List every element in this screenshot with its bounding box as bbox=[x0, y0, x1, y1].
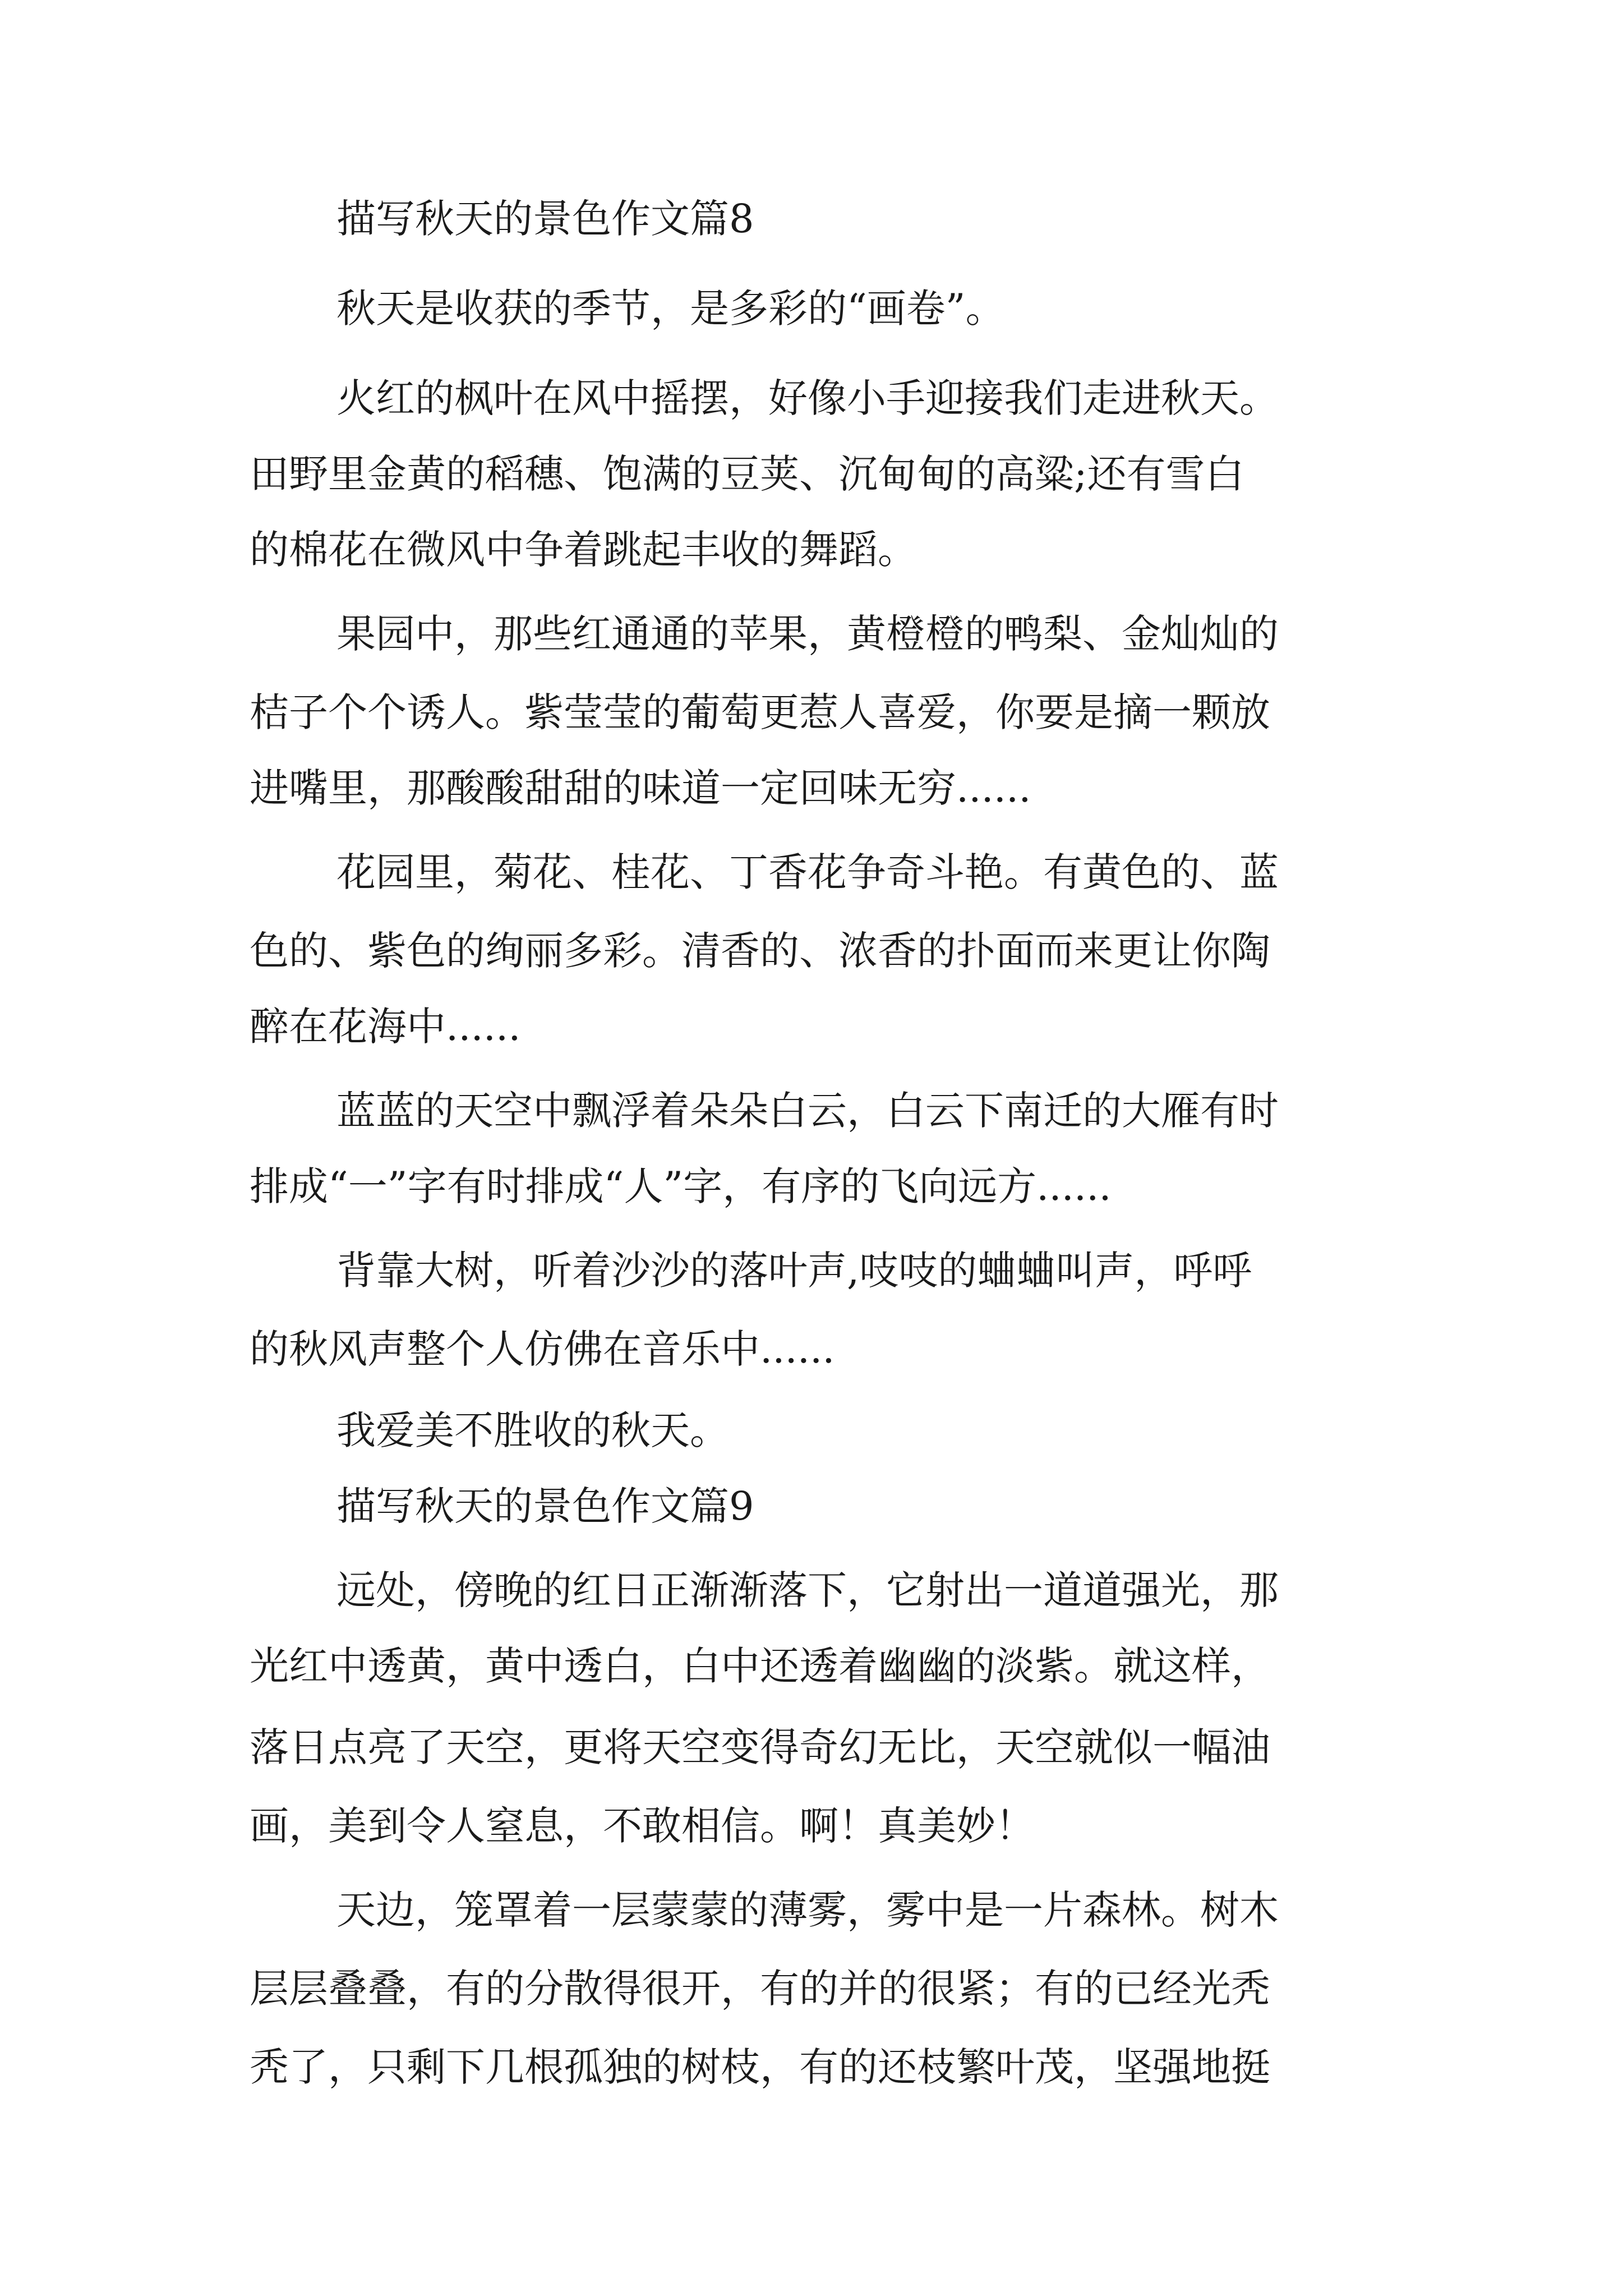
paragraph-line: 秃了，只剩下几根孤独的树枝，有的还枝繁叶茂，坚强地挺 bbox=[250, 2044, 1270, 2090]
paragraph-line: 落日点亮了天空，更将天空变得奇幻无比，天空就似一幅油 bbox=[250, 1724, 1270, 1770]
paragraph-line: 醉在花海中...... bbox=[250, 1004, 521, 1050]
paragraph-line: 排成“一”字有时排成“人”字，有序的飞向远方...... bbox=[250, 1163, 1112, 1209]
paragraph-line: 花园里，菊花、桂花、丁香花争奇斗艳。有黄色的、蓝 bbox=[336, 849, 1279, 895]
paragraph-line: 色的、紫色的绚丽多彩。清香的、浓香的扑面而来更让你陶 bbox=[250, 928, 1270, 974]
paragraph-line: 我爱美不胜收的秋天。 bbox=[336, 1407, 729, 1453]
paragraph-line: 秋天是收获的季节，是多彩的“画卷”。 bbox=[336, 286, 1005, 332]
paragraph-line: 光红中透黄，黄中透白，白中还透着幽幽的淡紫。就这样， bbox=[250, 1643, 1270, 1689]
paragraph-line: 果园中，那些红通通的苹果，黄橙橙的鸭梨、金灿灿的 bbox=[336, 611, 1279, 657]
paragraph-line: 蓝蓝的天空中飘浮着朵朵白云，白云下南迁的大雁有时 bbox=[336, 1088, 1279, 1134]
paragraph-line: 的秋风声整个人仿佛在音乐中...... bbox=[250, 1326, 835, 1372]
paragraph-line: 火红的枫叶在风中摇摆，好像小手迎接我们走进秋天。 bbox=[336, 375, 1279, 421]
paragraph-line: 画，美到令人窒息，不敢相信。啊！真美妙！ bbox=[250, 1803, 1035, 1849]
paragraph-line: 田野里金黄的稻穗、饱满的豆荚、沉甸甸的高粱;还有雪白 bbox=[250, 451, 1244, 497]
paragraph-line: 远处，傍晚的红日正渐渐落下，它射出一道道强光，那 bbox=[336, 1567, 1279, 1613]
paragraph-line: 桔子个个诱人。紫莹莹的葡萄更惹人喜爱，你要是摘一颗放 bbox=[250, 689, 1270, 735]
paragraph-line: 背靠大树，听着沙沙的落叶声,吱吱的蛐蛐叫声，呼呼 bbox=[336, 1248, 1252, 1294]
paragraph-line: 层层叠叠，有的分散得很开，有的并的很紧；有的已经光秃 bbox=[250, 1966, 1270, 2012]
paragraph-line: 的棉花在微风中争着跳起丰收的舞蹈。 bbox=[250, 527, 917, 573]
section-title-8: 描写秋天的景色作文篇8 bbox=[336, 196, 754, 242]
paragraph-line: 天边，笼罩着一层蒙蒙的薄雾，雾中是一片森林。树木 bbox=[336, 1887, 1279, 1933]
paragraph-line: 进嘴里，那酸酸甜甜的味道一定回味无穷...... bbox=[250, 765, 1031, 811]
section-title-9: 描写秋天的景色作文篇9 bbox=[336, 1483, 754, 1529]
